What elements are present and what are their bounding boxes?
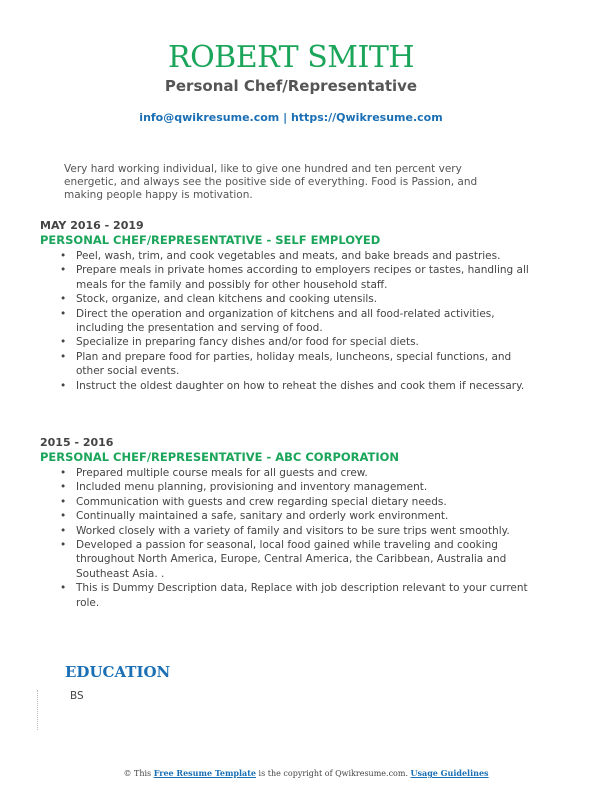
section-divider (37, 690, 38, 730)
contact-separator: | (279, 111, 291, 124)
email-link[interactable]: info@qwikresume.com (139, 111, 280, 124)
footer-middle: is the copyright of Qwikresume.com. (256, 769, 411, 778)
summary: Very hard working individual, like to give one hundred and ten percent very energetic, and always see the positive side of everything. Food is Passion, and making people happy is motivation. (64, 163, 478, 201)
job-date: MAY 2016 - 2019 (40, 219, 144, 232)
list-item: • Included menu planning, provisioning and inventory management. (40, 480, 530, 494)
list-item: • Specialize in preparing fancy dishes and/or food for special diets. (40, 335, 530, 349)
list-item: • Instruct the oldest daughter on how to reheat the dishes and cook them if necessary. (40, 379, 530, 393)
free-resume-template-link[interactable]: Free Resume Template (153, 768, 257, 778)
list-item: • Continually maintained a safe, sanitary and orderly work environment. (40, 509, 530, 523)
list-item: • Prepared multiple course meals for all guests and crew. (40, 466, 530, 480)
list-item: • Communication with guests and crew regarding special dietary needs. (40, 495, 530, 509)
list-item: • Direct the operation and organization of kitchens and all food-related activities, including the presentation and serving of food. (40, 307, 530, 336)
footer (0, 768, 612, 778)
footer-prefix: © This (123, 769, 154, 778)
job-date: 2015 - 2016 (40, 436, 114, 449)
list-item: • Developed a passion for seasonal, local food gained while traveling and cooking throughout North America, Europe, Central America, the Caribbean, Australia and Southeast Asia. . (40, 538, 530, 581)
list-item: • Plan and prepare food for parties, holiday meals, luncheons, special functions, and other social events. (40, 350, 530, 379)
list-item: • Prepare meals in private homes according to employers recipes or tastes, handling all meals for the family and possibly for other household staff. (40, 263, 530, 292)
list-item: • Stock, organize, and clean kitchens and cooking utensils. (40, 292, 530, 306)
job-title: PERSONAL CHEF/REPRESENTATIVE - SELF EMPLOYED (40, 233, 381, 247)
website-link[interactable]: https://Qwikresume.com (290, 111, 443, 124)
education-degree: BS (70, 690, 84, 702)
job-entry (40, 436, 530, 610)
candidate-name: ROBERT SMITH (167, 40, 415, 75)
candidate-title: Personal Chef/Representative (164, 77, 418, 95)
education-heading: EDUCATION (65, 663, 171, 681)
list-item: • Peel, wash, trim, and cook vegetables and meats, and bake breads and pastries. (40, 249, 530, 263)
list-item: • This is Dummy Description data, Replace with job description relevant to your current role. (40, 581, 530, 610)
usage-guidelines-link[interactable]: Usage Guidelines (410, 768, 489, 778)
job-bullets (40, 249, 530, 393)
job-entry (40, 219, 530, 393)
list-item: • Worked closely with a variety of family and visitors to be sure trips went smoothly. (40, 524, 530, 538)
job-title: PERSONAL CHEF/REPRESENTATIVE - ABC CORPORATION (40, 450, 400, 464)
contact-line (0, 111, 582, 124)
job-bullets (40, 466, 530, 610)
